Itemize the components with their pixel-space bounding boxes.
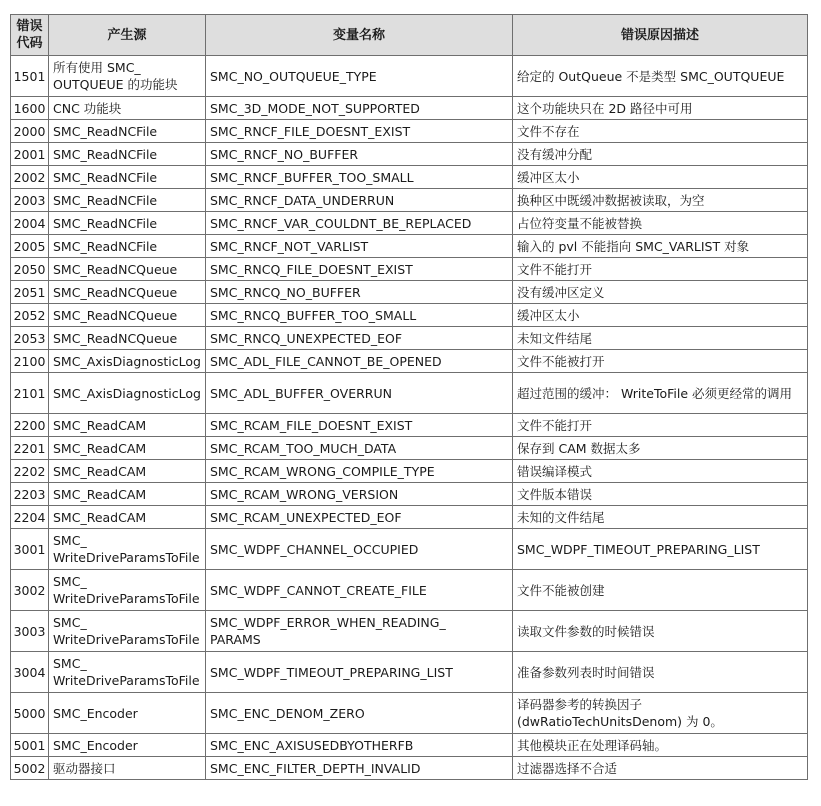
table-row [11, 350, 808, 373]
cell-description: 译码器参考的转换因子 (dwRatioTechUnitsDenom) 为 0。 [513, 693, 808, 734]
cell-code: 5000 [11, 693, 49, 734]
table-row [11, 166, 808, 189]
cell-description: 过滤器选择不合适 [513, 757, 808, 780]
cell-code: 2003 [11, 189, 49, 212]
cell-description: 文件不能打开 [513, 258, 808, 281]
cell-source: SMC_ReadNCQueue [49, 281, 206, 304]
cell-variable: SMC_RNCQ_UNEXPECTED_EOF [206, 327, 513, 350]
cell-code: 2204 [11, 506, 49, 529]
table-row [11, 611, 808, 652]
error-code-table [10, 14, 808, 780]
cell-code: 2203 [11, 483, 49, 506]
table-row [11, 570, 808, 611]
cell-description: 其他模块正在处理译码轴。 [513, 734, 808, 757]
table-row [11, 97, 808, 120]
table-row [11, 56, 808, 97]
cell-source: CNC 功能块 [49, 97, 206, 120]
cell-description: SMC_WDPF_TIMEOUT_PREPARING_LIST [513, 529, 808, 570]
cell-variable: SMC_RNCF_NOT_VARLIST [206, 235, 513, 258]
cell-code: 3002 [11, 570, 49, 611]
cell-variable: SMC_RCAM_UNEXPECTED_EOF [206, 506, 513, 529]
cell-variable: SMC_ADL_FILE_CANNOT_BE_OPENED [206, 350, 513, 373]
cell-variable: SMC_RNCF_VAR_COULDNT_BE_REPLACED [206, 212, 513, 235]
cell-variable: SMC_RNCF_NO_BUFFER [206, 143, 513, 166]
cell-code: 2005 [11, 235, 49, 258]
cell-description: 缓冲区太小 [513, 166, 808, 189]
cell-source: 所有使用 SMC_ OUTQUEUE 的功能块 [49, 56, 206, 97]
cell-description: 没有缓冲分配 [513, 143, 808, 166]
table-row [11, 414, 808, 437]
cell-variable: SMC_RNCF_FILE_DOESNT_EXIST [206, 120, 513, 143]
cell-code: 3001 [11, 529, 49, 570]
cell-variable: SMC_WDPF_CHANNEL_OCCUPIED [206, 529, 513, 570]
cell-variable: SMC_ENC_AXISUSEDBYOTHERFB [206, 734, 513, 757]
cell-source: SMC_ReadNCQueue [49, 304, 206, 327]
cell-code: 2001 [11, 143, 49, 166]
header-variable-name: 变量名称 [206, 15, 513, 56]
header-error-code: 错误 代码 [11, 15, 49, 56]
cell-variable: SMC_RNCQ_NO_BUFFER [206, 281, 513, 304]
cell-source: SMC_ReadNCQueue [49, 327, 206, 350]
cell-description: 文件不存在 [513, 120, 808, 143]
cell-variable: SMC_WDPF_TIMEOUT_PREPARING_LIST [206, 652, 513, 693]
cell-source: SMC_ WriteDriveParamsToFile [49, 529, 206, 570]
cell-variable: SMC_RCAM_TOO_MUCH_DATA [206, 437, 513, 460]
cell-variable: SMC_NO_OUTQUEUE_TYPE [206, 56, 513, 97]
cell-source: SMC_ReadNCFile [49, 189, 206, 212]
cell-source: SMC_ReadCAM [49, 414, 206, 437]
table-row [11, 506, 808, 529]
cell-description: 准备参数列表时时间错误 [513, 652, 808, 693]
cell-code: 2200 [11, 414, 49, 437]
cell-source: SMC_ WriteDriveParamsToFile [49, 611, 206, 652]
header-source: 产生源 [49, 15, 206, 56]
table-header-row [11, 15, 808, 56]
cell-variable: SMC_RNCQ_BUFFER_TOO_SMALL [206, 304, 513, 327]
table-row [11, 189, 808, 212]
table-row [11, 483, 808, 506]
table-row [11, 437, 808, 460]
cell-code: 2052 [11, 304, 49, 327]
cell-variable: SMC_ADL_BUFFER_OVERRUN [206, 373, 513, 414]
cell-description: 输入的 pvl 不能指向 SMC_VARLIST 对象 [513, 235, 808, 258]
cell-variable: SMC_RNCF_DATA_UNDERRUN [206, 189, 513, 212]
cell-code: 2053 [11, 327, 49, 350]
cell-source: SMC_ReadNCFile [49, 166, 206, 189]
cell-source: SMC_ReadNCQueue [49, 258, 206, 281]
table-row [11, 304, 808, 327]
cell-source: SMC_ReadNCFile [49, 235, 206, 258]
cell-code: 2050 [11, 258, 49, 281]
cell-code: 5002 [11, 757, 49, 780]
cell-source: SMC_Encoder [49, 693, 206, 734]
cell-source: SMC_ReadCAM [49, 483, 206, 506]
cell-description: 文件版本错误 [513, 483, 808, 506]
cell-description: 没有缓冲区定义 [513, 281, 808, 304]
table-row [11, 258, 808, 281]
cell-code: 2202 [11, 460, 49, 483]
table-row [11, 281, 808, 304]
cell-source: SMC_ReadNCFile [49, 120, 206, 143]
cell-description: 超过范围的缓冲： WriteToFile 必须更经常的调用 [513, 373, 808, 414]
cell-source: 驱动器接口 [49, 757, 206, 780]
cell-code: 2004 [11, 212, 49, 235]
cell-code: 5001 [11, 734, 49, 757]
table-row [11, 212, 808, 235]
cell-description: 文件不能被创建 [513, 570, 808, 611]
cell-variable: SMC_3D_MODE_NOT_SUPPORTED [206, 97, 513, 120]
table-row [11, 327, 808, 350]
cell-code: 1501 [11, 56, 49, 97]
cell-code: 1600 [11, 97, 49, 120]
cell-description: 文件不能被打开 [513, 350, 808, 373]
table-row [11, 143, 808, 166]
table-row [11, 652, 808, 693]
cell-description: 错误编译模式 [513, 460, 808, 483]
cell-source: SMC_AxisDiagnosticLog [49, 373, 206, 414]
cell-description: 读取文件参数的时候错误 [513, 611, 808, 652]
cell-source: SMC_ WriteDriveParamsToFile [49, 652, 206, 693]
table-row [11, 693, 808, 734]
cell-source: SMC_ReadNCFile [49, 143, 206, 166]
table-row [11, 529, 808, 570]
cell-source: SMC_ReadCAM [49, 460, 206, 483]
table-row [11, 734, 808, 757]
cell-code: 2002 [11, 166, 49, 189]
cell-description: 文件不能打开 [513, 414, 808, 437]
cell-code: 2000 [11, 120, 49, 143]
cell-description: 占位符变量不能被替换 [513, 212, 808, 235]
cell-variable: SMC_ENC_FILTER_DEPTH_INVALID [206, 757, 513, 780]
cell-code: 3004 [11, 652, 49, 693]
header-error-description: 错误原因描述 [513, 15, 808, 56]
cell-description: 未知文件结尾 [513, 327, 808, 350]
cell-variable: SMC_RCAM_FILE_DOESNT_EXIST [206, 414, 513, 437]
cell-description: 缓冲区太小 [513, 304, 808, 327]
cell-description: 换种区中既缓冲数据被读取，为空 [513, 189, 808, 212]
table-row [11, 757, 808, 780]
cell-description: 给定的 OutQueue 不是类型 SMC_OUTQUEUE [513, 56, 808, 97]
cell-source: SMC_ReadCAM [49, 506, 206, 529]
table-row [11, 373, 808, 414]
cell-code: 2101 [11, 373, 49, 414]
cell-code: 2201 [11, 437, 49, 460]
cell-variable: SMC_WDPF_ERROR_WHEN_READING_ PARAMS [206, 611, 513, 652]
cell-variable: SMC_RCAM_WRONG_COMPILE_TYPE [206, 460, 513, 483]
cell-source: SMC_ WriteDriveParamsToFile [49, 570, 206, 611]
cell-description: 未知的文件结尾 [513, 506, 808, 529]
cell-source: SMC_ReadNCFile [49, 212, 206, 235]
table-row [11, 460, 808, 483]
cell-variable: SMC_RNCF_BUFFER_TOO_SMALL [206, 166, 513, 189]
cell-description: 保存到 CAM 数据太多 [513, 437, 808, 460]
table-body [11, 56, 808, 780]
table-row [11, 235, 808, 258]
cell-code: 2051 [11, 281, 49, 304]
table-row [11, 120, 808, 143]
cell-source: SMC_AxisDiagnosticLog [49, 350, 206, 373]
cell-description: 这个功能块只在 2D 路径中可用 [513, 97, 808, 120]
cell-source: SMC_ReadCAM [49, 437, 206, 460]
cell-variable: SMC_WDPF_CANNOT_CREATE_FILE [206, 570, 513, 611]
cell-variable: SMC_RCAM_WRONG_VERSION [206, 483, 513, 506]
cell-code: 2100 [11, 350, 49, 373]
cell-code: 3003 [11, 611, 49, 652]
cell-variable: SMC_ENC_DENOM_ZERO [206, 693, 513, 734]
cell-variable: SMC_RNCQ_FILE_DOESNT_EXIST [206, 258, 513, 281]
cell-source: SMC_Encoder [49, 734, 206, 757]
